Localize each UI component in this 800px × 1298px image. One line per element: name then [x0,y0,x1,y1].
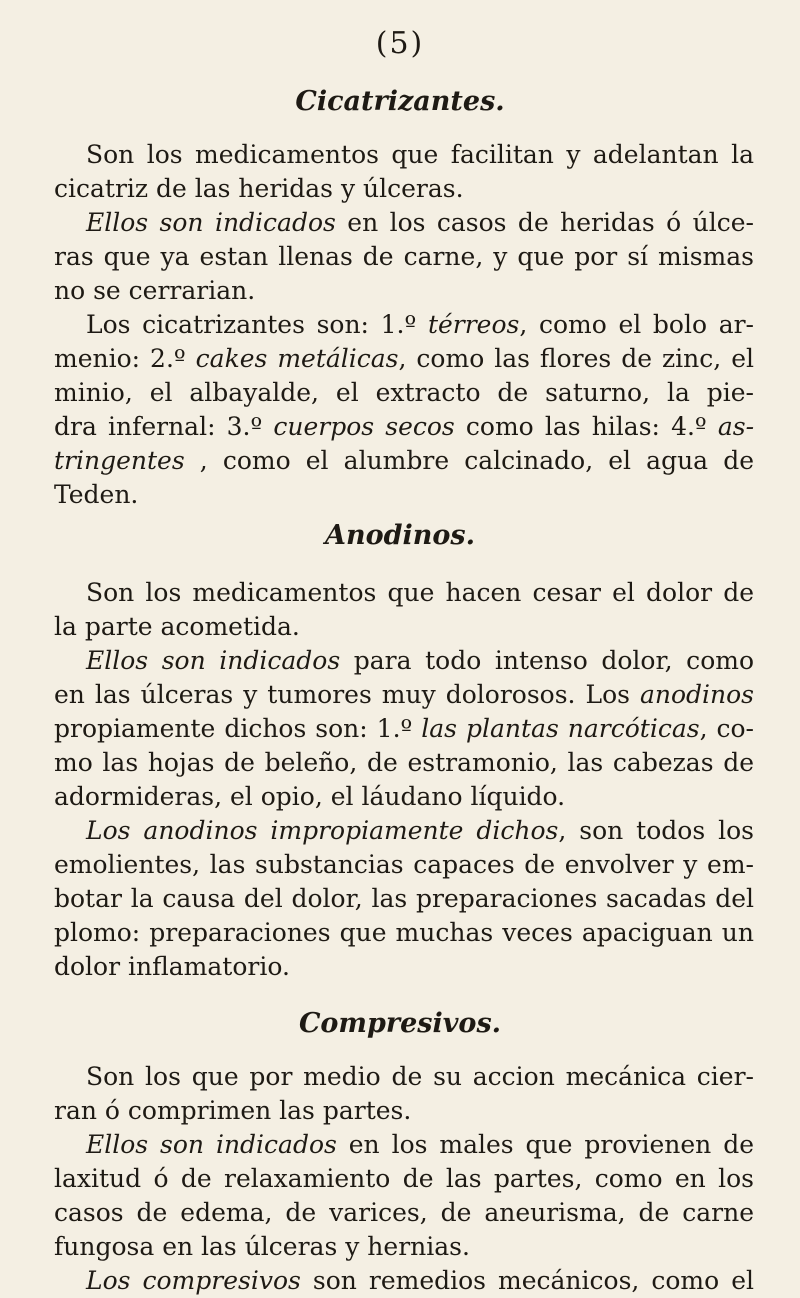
text-line: Ellos son indicados en los casos de heridas ó úlce- [86,208,754,237]
text-line: Son los medicamentos que hacen cesar el dolor de [86,578,754,607]
text-line: plomo: preparaciones que muchas veces apaciguan un [54,918,754,947]
text-line: menio: 2.º cakes metálicas, como las flores de zinc, el [54,344,754,373]
text-line: laxitud ó de relaxamiento de las partes, como en los [54,1164,754,1193]
text-line: adormideras, el opio, el láudano líquido. [54,782,566,811]
heading-anodinos: Anodinos. [325,520,475,551]
text-line: Teden. [54,480,139,509]
text-line: Ellos son indicados para todo intenso dolor, como [86,646,754,675]
text-line: Son los que por medio de su accion mecánica cier- [86,1062,754,1091]
text-line: minio, el albayalde, el extracto de saturno, la pie- [54,378,754,407]
text-line: emolientes, las substancias capaces de envolver y em- [54,850,754,879]
text-line: ran ó comprimen las partes. [54,1096,412,1125]
text-line: propiamente dichos son: 1.º las plantas narcóticas, co- [54,714,754,743]
text-line: fungosa en las úlceras y hernias. [54,1232,470,1261]
heading-cicatrizantes: Cicatrizantes. [295,86,505,117]
text-line: Los anodinos impropiamente dichos, son todos los [86,816,754,845]
text-line: la parte acometida. [54,612,300,641]
text-line: dolor inflamatorio. [54,952,290,981]
text-line: dra infernal: 3.º cuerpos secos como las hilas: 4.º as- [54,412,755,441]
text-line: Son los medicamentos que facilitan y adelantan la [86,140,754,169]
text-line: mo las hojas de beleño, de estramonio, las cabezas de [54,748,754,777]
text-line: en las úlceras y tumores muy dolorosos. Los anodinos [54,680,754,709]
text-line: Ellos son indicados en los males que provienen de [86,1130,754,1159]
text-line: Los cicatrizantes son: 1.º térreos, como el bolo ar- [86,310,754,339]
text-line: no se cerrarian. [54,276,256,305]
text-line: tringentes , como el alumbre calcinado, el agua de [54,446,754,475]
text-line: cicatriz de las heridas y úlceras. [54,174,464,203]
text-line: casos de edema, de varices, de aneurisma, de carne [54,1198,754,1227]
text-line: botar la causa del dolor, las preparaciones sacadas del [54,884,754,913]
page-number: (5) [375,26,425,61]
heading-compresivos: Compresivos. [298,1008,502,1039]
text-line: Los compresivos son remedios mecánicos, como el [86,1266,754,1295]
text-line: ras que ya estan llenas de carne, y que por sí mismas [54,242,754,271]
